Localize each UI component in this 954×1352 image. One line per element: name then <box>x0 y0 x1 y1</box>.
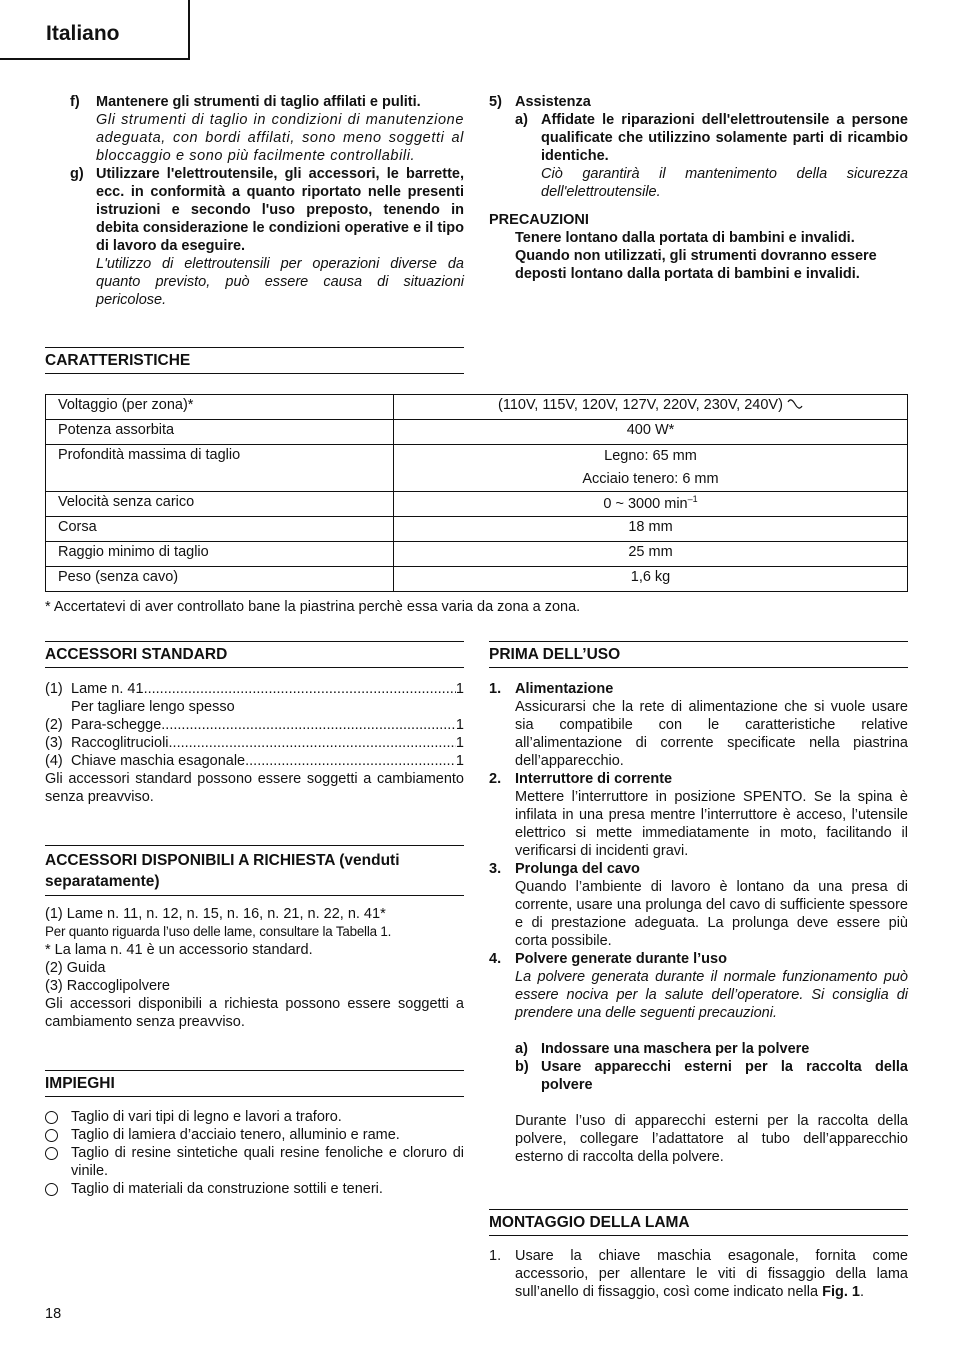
spec-label: Raggio minimo di taglio <box>46 542 394 567</box>
item-5a <box>515 111 908 201</box>
item-num: (4) <box>45 753 63 769</box>
step-4a <box>515 1040 908 1058</box>
list-item: (1) Lame n. 11, n. 12, n. 15, n. 16, n. 21, n. 22, n. 41* <box>45 906 386 922</box>
impieghi-list <box>45 1108 464 1198</box>
item-g <box>70 165 464 309</box>
step-title: Interruttore di corrente <box>515 771 673 787</box>
list-item-sub: Per tagliare lengo spesso <box>71 699 235 715</box>
item-qty: 1 <box>455 717 464 733</box>
precauzioni-title: PRECAUZIONI <box>489 212 589 228</box>
spec-value: 1,6 kg <box>394 567 908 592</box>
safety-items-right <box>489 93 908 283</box>
spec-value-line2: Acciaio tenero: 6 mm <box>582 471 719 487</box>
list-item <box>45 1144 464 1180</box>
list-item <box>45 680 464 698</box>
item-text: Taglio di resine sintetiche quali resine fenoliche e cloruro di vinile. <box>71 1145 464 1179</box>
item-5-title: Assistenza <box>515 94 591 110</box>
language-tab <box>0 0 190 60</box>
step-title: Prolunga del cavo <box>515 861 640 877</box>
list-item <box>45 1180 464 1198</box>
prima-uso-list <box>489 680 908 1166</box>
step-num: 2. <box>489 771 502 787</box>
ac-symbol-icon <box>787 398 803 410</box>
section-caratteristiche: CARATTERISTICHE <box>45 347 464 374</box>
spec-row <box>46 420 908 445</box>
spec-value-line1: Legno: 65 mm <box>604 448 697 464</box>
spec-row <box>46 445 908 492</box>
spec-value-text: (110V, 115V, 120V, 127V, 220V, 230V, 240V) <box>498 397 783 413</box>
item-5a-text: Ciò garantirà il mantenimento della sicurezza dell'elettroutensile. <box>541 166 908 200</box>
page-number: 18 <box>45 1306 62 1322</box>
item-text: Taglio di lamiera d’acciaio tenero, alluminio e rame. <box>71 1127 400 1143</box>
item-qty: 1 <box>455 753 464 769</box>
sub-text: Indossare una maschera per la polvere <box>541 1041 810 1057</box>
item-name: Raccoglitrucioli <box>71 735 169 751</box>
item-f-text: Gli strumenti di taglio in condizioni di manutenzione adeguata, con bordi affilati, sono meno soggetti al bloccaggio e sono più facilmente controllabili. <box>96 112 464 164</box>
item-text: Taglio di vari tipi di legno e lavori a traforo. <box>71 1109 342 1125</box>
step-title: Alimentazione <box>515 681 614 697</box>
spec-row <box>46 517 908 542</box>
montaggio-list <box>489 1247 908 1301</box>
spec-footnote: * Accertatevi di aver controllato bane la piastrina perchè essa varia da zona a zona. <box>45 599 581 615</box>
spec-label: Potenza assorbita <box>46 420 394 445</box>
step-num: 3. <box>489 861 502 877</box>
spec-value: 400 W* <box>394 420 908 445</box>
list-item: (2) Guida <box>45 960 106 976</box>
spec-row <box>46 395 908 420</box>
sub-label: a) <box>515 1041 528 1057</box>
list-item <box>45 1108 464 1126</box>
step-text: Usare la chiave maschia esagonale, fornita come accessorio, per allentare le viti di fissaggio della lama sull’anello di fissaggio, così come indicato nella <box>515 1248 908 1300</box>
list-item <box>45 752 464 770</box>
circle-bullet-icon <box>45 1111 58 1124</box>
step-4 <box>489 950 908 1166</box>
list-item <box>45 734 464 752</box>
spec-value-text: 0 ~ 3000 min <box>603 495 688 512</box>
list-note: * La lama n. 41 è un accessorio standard. <box>45 942 313 958</box>
item-num: (1) <box>45 681 63 697</box>
list-note: Per quanto riguarda l’uso delle lame, consultare la Tabella 1. <box>45 924 392 939</box>
item-g-label: g) <box>70 166 84 182</box>
spec-label: Peso (senza cavo) <box>46 567 394 592</box>
spec-row <box>46 492 908 517</box>
step-3 <box>489 860 908 950</box>
list-item <box>45 1126 464 1144</box>
step-text: La polvere generata durante il normale funzionamento può essere nociva per la salute dell’operatore. Si consiglia di prendere una delle seguenti precauzioni. <box>515 969 908 1021</box>
section-prima-uso: PRIMA DELL’USO <box>489 641 908 668</box>
spec-value <box>394 445 908 492</box>
step-2 <box>489 770 908 860</box>
section-impieghi: IMPIEGHI <box>45 1070 464 1097</box>
circle-bullet-icon <box>45 1129 58 1142</box>
precauzioni-text: Tenere lontano dalla portata di bambini e invalidi. Quando non utilizzati, gli strumenti dovranno essere deposti lontano dalla portata di bambini e invalidi. <box>515 230 877 282</box>
accessori-richiesta-note: Gli accessori disponibili a richiesta possono essere soggetti a cambiamento senza preavviso. <box>45 996 464 1030</box>
section-montaggio: MONTAGGIO DELLA LAMA <box>489 1209 908 1236</box>
step-text: Quando l’ambiente di lavoro è lontano da una presa di corrente, usare una prolunga del cavo di sufficiente spessore e di prestazione adeguata. La prolunga deve essere più corta possibile. <box>515 879 908 949</box>
spec-label: Corsa <box>46 517 394 542</box>
step-1 <box>489 680 908 770</box>
spec-value: 25 mm <box>394 542 908 567</box>
spec-label: Voltaggio (per zona)* <box>46 395 394 420</box>
list-item <box>45 716 464 734</box>
item-5a-label: a) <box>515 112 528 128</box>
circle-bullet-icon <box>45 1183 58 1196</box>
item-num: (3) <box>45 735 63 751</box>
section-accessori-standard: ACCESSORI STANDARD <box>45 641 464 668</box>
step-1 <box>489 1247 908 1301</box>
step-text: Mettere l’interruttore in posizione SPENTO. Se la spina è infilata in una presa mentre l’interruttore è acceso, l’utensile elettrico si mette immediatamente in moto, facilitando il verificarsi di incidenti gravi. <box>515 789 908 859</box>
item-5 <box>489 93 908 111</box>
spec-value-sup: –1 <box>687 494 698 504</box>
item-5-label: 5) <box>489 94 502 110</box>
item-g-text: L'utilizzo di elettroutensili per operazioni diverse da quanto previsto, può essere causa di situazioni pericolose. <box>96 256 464 308</box>
item-text: Taglio di materiali da construzione sottili e teneri. <box>71 1181 383 1197</box>
item-f-label: f) <box>70 94 80 110</box>
spec-value <box>394 395 908 420</box>
spec-row <box>46 567 908 592</box>
step-text: Assicurarsi che la rete di alimentazione che si vuole usare sia compatibile con le caratteristiche relative all’alimentazione di corrente specificate nella piastrina dell’apparecchio. <box>515 699 908 769</box>
step-num: 4. <box>489 951 502 967</box>
item-f-title: Mantenere gli strumenti di taglio affilati e puliti. <box>96 94 421 110</box>
circle-bullet-icon <box>45 1147 58 1160</box>
item-g-title: Utilizzare l'elettroutensile, gli accessori, le barrette, ecc. in conformità a quanto riportato nelle presenti istruzioni e secondo l'uso preposto, tenendo in debita considerazione le condizioni operative e il tipo di lavoro da eseguire. <box>96 166 464 254</box>
item-name: Para-schegge <box>71 717 162 733</box>
spec-table <box>45 394 908 592</box>
step-num: 1. <box>489 681 502 697</box>
spec-row <box>46 542 908 567</box>
sub-label: b) <box>515 1059 529 1075</box>
step-title: Polvere generate durante l’uso <box>515 951 727 967</box>
item-f <box>70 93 464 165</box>
step-text-end: Durante l’uso di apparecchi esterni per la raccolta della polvere, collegare l’adattatore al tubo dell’apparecchio esterno di raccolta della polvere. <box>515 1113 908 1165</box>
spec-label: Profondità massima di taglio <box>46 445 394 492</box>
item-name: Lame n. 41 <box>71 681 144 697</box>
item-qty: 1 <box>455 735 464 751</box>
list-item: (3) Raccoglipolvere <box>45 978 170 994</box>
safety-items-left <box>70 93 464 309</box>
accessori-standard-list <box>45 680 464 806</box>
item-qty: 1 <box>455 681 464 697</box>
language-label: Italiano <box>46 22 120 45</box>
item-name: Chiave maschia esagonale <box>71 753 246 769</box>
sub-text: Usare apparecchi esterni per la raccolta della polvere <box>541 1059 908 1093</box>
accessori-richiesta-list <box>45 905 464 1031</box>
step-4b <box>515 1058 908 1094</box>
figure-reference: Fig. 1 <box>822 1284 860 1300</box>
spec-value <box>394 492 908 517</box>
section-accessori-richiesta: ACCESSORI DISPONIBILI A RICHIESTA (venduti separatamente) <box>45 845 464 896</box>
accessori-standard-note: Gli accessori standard possono essere soggetti a cambiamento senza preavviso. <box>45 771 464 805</box>
item-num: (2) <box>45 717 63 733</box>
step-num: 1. <box>489 1248 502 1264</box>
spec-value: 18 mm <box>394 517 908 542</box>
item-5a-title: Affidate le riparazioni dell'elettroutensile a persone qualificate che utilizzino solamente parti di ricambio identiche. <box>541 112 908 164</box>
spec-label: Velocità senza carico <box>46 492 394 517</box>
step-text-end: . <box>859 1284 864 1300</box>
